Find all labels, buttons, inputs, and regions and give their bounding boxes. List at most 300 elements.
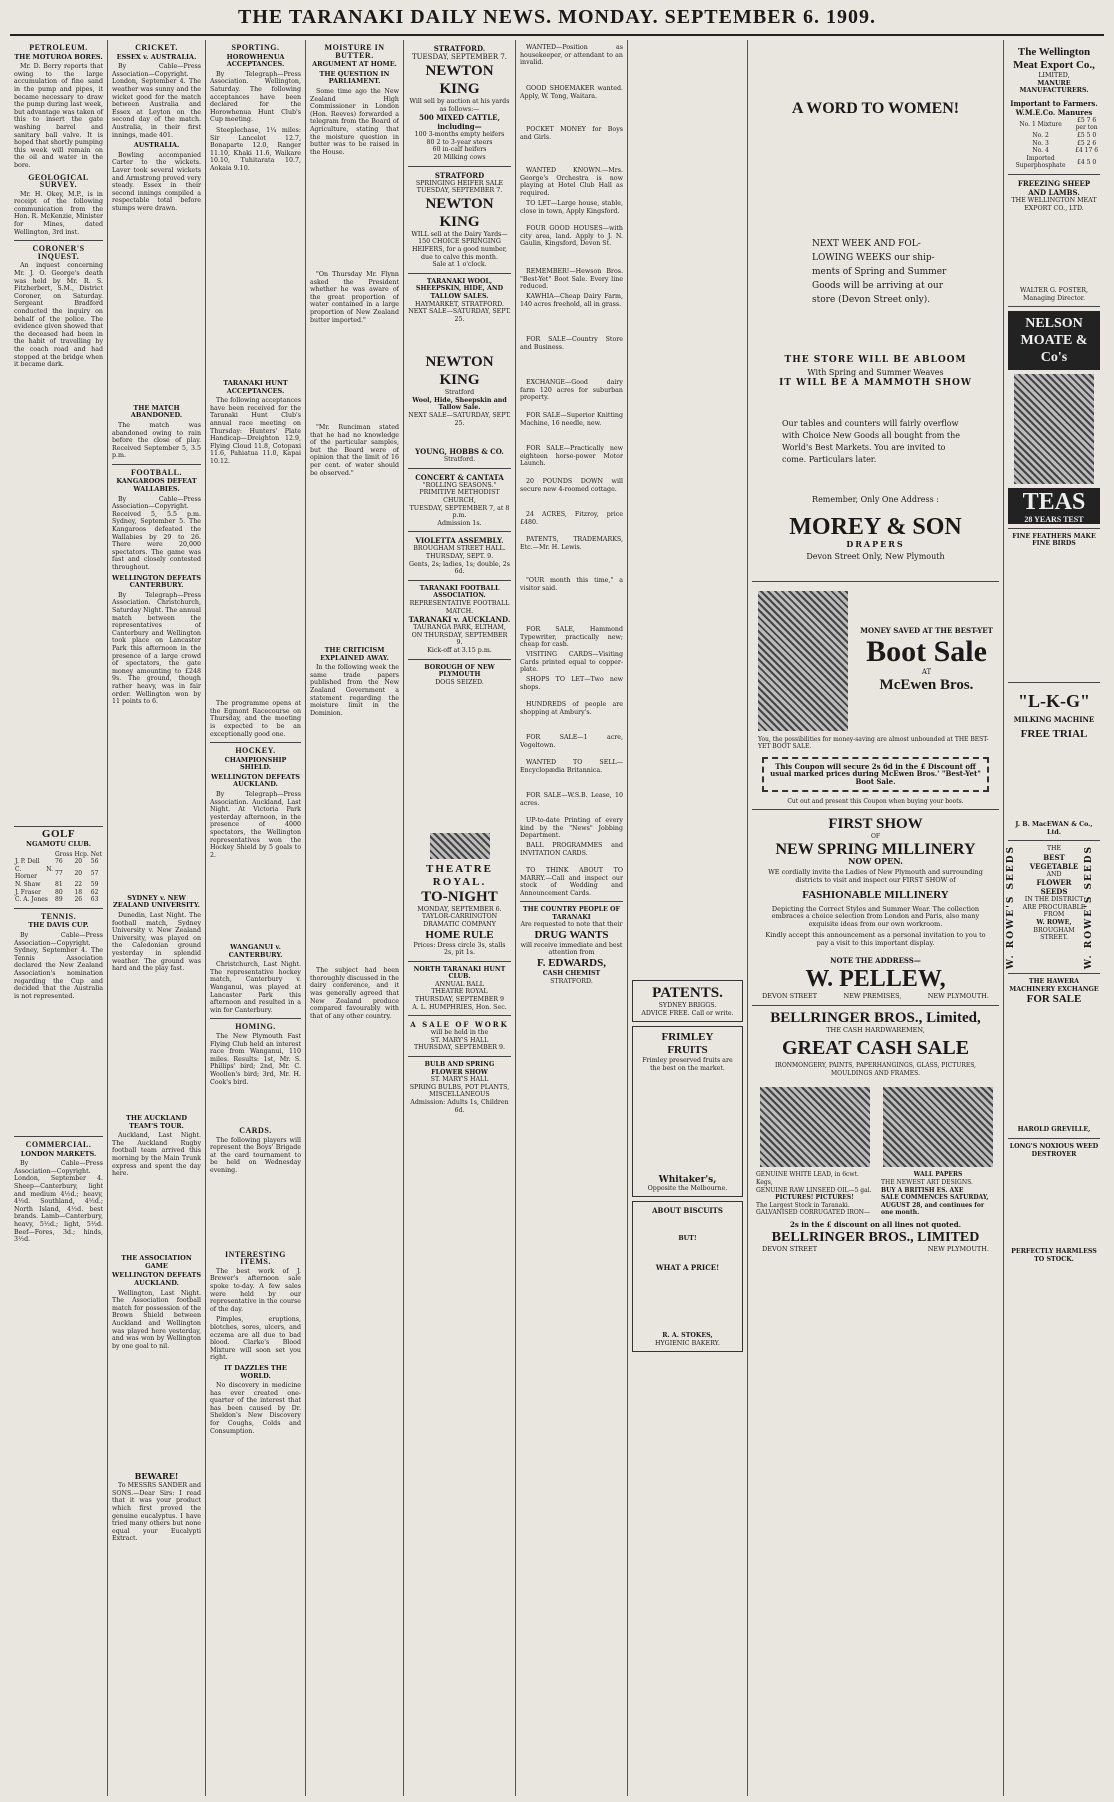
article-text: By Telegraph—Press Association. Auckland, Last Night. At Victoria Park yesterday afternoon, in the presence of 4000 spectators, the Wellington representatives won the Hockey Shield by 5 goals to 2. bbox=[210, 791, 301, 859]
article-text: The following players will represent the Boys' Brigade at the card tournament to be held on Wednesday evening. bbox=[210, 1136, 301, 1174]
ad-text: Depicting the Correct Styles and Summer Wear. The collection embraces a choice selection from London and Paris, also many exquisite ideas from our own workroom. bbox=[771, 904, 980, 928]
ad-text: The Largest Stock in Taranaki. bbox=[756, 1201, 850, 1209]
ad-text: A SALE OF WORK bbox=[410, 1020, 509, 1030]
ad-text: ABOUT BISCUITS bbox=[652, 1206, 723, 1216]
divider bbox=[408, 273, 511, 274]
ad-text: Whitaker's, bbox=[658, 1175, 717, 1186]
subheading: THE CRITICISM EXPLAINED AWAY. bbox=[320, 645, 389, 662]
table-cell: 26 bbox=[74, 896, 83, 904]
ad-text: Kindly accept this announcement as a personal invitation to you to pay a visit to this important display. bbox=[765, 931, 986, 947]
table-header-row bbox=[14, 851, 103, 859]
table-cell: Imported Superphosphate bbox=[1015, 154, 1066, 170]
classified-ad: FOR SALE—W.S.B. Lease, 10 acres. bbox=[520, 792, 623, 807]
classified-ad: GOOD SHOEMAKER wanted. Apply, W. Tong, Waitara. bbox=[520, 85, 623, 100]
article-text: Steeplechase, 1¼ miles: Sir Lancelot 12.7, Bonaparte 12.0, Ranger 11.10, Khaki 11.6, Waikare 10.10, Tuhitarata 10.7, Aokaia 9.10. bbox=[210, 126, 301, 172]
ad-text: BROUGHAM STREET. bbox=[1033, 926, 1075, 942]
ad-text: NEW PLYMOUTH. bbox=[927, 992, 989, 1001]
ad-text: W.M.E.Co. Manures bbox=[1015, 107, 1093, 117]
table-cell bbox=[14, 851, 54, 859]
divider bbox=[408, 961, 511, 962]
ad-text: HAYMARKET, STRATFORD. bbox=[414, 300, 504, 308]
table-cell: No. 4 bbox=[1032, 147, 1049, 155]
table-row bbox=[14, 866, 103, 881]
subheading: NGAMOTU CLUB. bbox=[26, 840, 91, 849]
ad-text: With Spring and Summer Weaves bbox=[807, 367, 944, 377]
table-cell: 57 bbox=[90, 869, 99, 877]
ad-text: HYGIENIC BAKERY. bbox=[655, 1339, 720, 1347]
heading-sporting: SPORTING. bbox=[231, 43, 280, 52]
ad-text: CONCERT & CANTATA bbox=[415, 472, 504, 482]
ad-text: GENUINE WHITE LEAD, in 6cwt. Kegs, bbox=[756, 1171, 859, 1187]
classified-ad: KAWHIA—Cheap Dairy Farm, 140 acres freehold, all in grass. bbox=[520, 293, 623, 308]
ad-text: GALVANISED CORRUGATED IRON— bbox=[756, 1209, 871, 1217]
subheading: KANGAROOS DEFEAT WALLABIES. bbox=[116, 477, 197, 494]
spacer bbox=[1008, 1158, 1100, 1248]
table-cell: 22 bbox=[74, 881, 83, 888]
divider bbox=[1008, 973, 1100, 974]
divider bbox=[520, 901, 623, 902]
ad-text: CASH CHEMIST bbox=[542, 969, 601, 977]
ad-text: 150 CHOICE SPRINGING HEIFERS, for a good number, due to calve this month. bbox=[411, 238, 508, 261]
classified-ad: "OUR month this time," a visitor said. bbox=[520, 577, 623, 592]
ad-text: THE WELLINGTON MEAT EXPORT CO., LTD. bbox=[1011, 196, 1097, 212]
divider bbox=[408, 166, 511, 167]
subheading: THE MATCH ABANDONED. bbox=[130, 403, 183, 420]
ad-text: Cut out and present this Coupon when buying your boots. bbox=[787, 797, 964, 805]
classified-ad: WANTED—Position as housekeeper, or attendant to an invalid. bbox=[520, 44, 623, 67]
divider bbox=[752, 809, 999, 810]
classified-ad: FOUR GOOD HOUSES—with city area, land. Apply to J. N. Gaulin, Kingsford, Devon St. bbox=[520, 225, 623, 248]
column-8 bbox=[748, 40, 1004, 1796]
ad-text: NOW OPEN. bbox=[848, 855, 903, 866]
heading-golf: GOLF bbox=[41, 828, 76, 841]
table-cell: 77 bbox=[55, 869, 63, 877]
tea-lady-illustration bbox=[1014, 374, 1094, 484]
ad-text: NEXT SALE—SATURDAY, SEPT. 25. bbox=[408, 412, 511, 427]
ad-text: FLOWER bbox=[1036, 878, 1072, 888]
article-text: The match was abandoned owing to rain before the close of play. Received September 5, 3.5 p.m. bbox=[112, 421, 201, 460]
ad-text: LIMITED, bbox=[1038, 72, 1070, 79]
ad-text: SYDNEY BRIGGS. bbox=[658, 1002, 717, 1009]
ad-text: ARE PROCURABLE FROM bbox=[1022, 903, 1086, 919]
table-cell: 89 bbox=[55, 896, 63, 904]
horse-rider-illustration bbox=[430, 833, 490, 859]
ad-text: 60 in-calf heifers bbox=[432, 146, 487, 154]
ad-text: THURSDAY, SEPT. 9. bbox=[425, 553, 494, 560]
divider bbox=[14, 240, 103, 241]
column-9 bbox=[1004, 40, 1104, 1796]
classified-ad: TO THINK ABOUT TO MARRY.—Call and inspect our stock of Wedding and Announcement Cards. bbox=[520, 867, 623, 897]
table-cell: 56 bbox=[90, 858, 99, 866]
table-cell: No. 1 Mixture bbox=[1019, 120, 1062, 128]
ad-text: THEATRE ROYAL bbox=[431, 988, 488, 996]
ad-text: BUY A BRITISH ES. AXE bbox=[881, 1186, 964, 1194]
spacer bbox=[1008, 548, 1100, 678]
auctioneer-name: NEWTON KING bbox=[425, 63, 494, 97]
article-text: The best work of J. Brewer's afternoon sale spoke to-day. A few sales were held by our representative in the course of the day. bbox=[210, 1267, 301, 1313]
divider bbox=[1008, 306, 1100, 307]
article-text: The following acceptances have been received for the Taranaki Hunt Club's annual race meeting on Thursday: Hunters' Plate Handicap—Dreighton 12.9, Flying Cloud 11.8, Cotopaxi 11.6, Pahiatua 11.0, Kapai 10.12. bbox=[210, 397, 301, 465]
subheading: CHAMPIONSHIP SHIELD. bbox=[224, 755, 287, 772]
ad-text: THURSDAY, SEPTEMBER 9. bbox=[413, 1044, 506, 1052]
divider bbox=[1008, 174, 1100, 175]
classified-ad: WANTED KNOWN.—Mrs. George's Orchestra is now playing at Hotel Club Hall as required. bbox=[520, 167, 623, 197]
ad-text: BEST bbox=[1043, 852, 1065, 862]
ad-text: W. ROWE, bbox=[1036, 919, 1072, 927]
heading-interesting-items: INTERESTING ITEMS. bbox=[224, 1249, 287, 1267]
classified-ad: PATENTS, TRADEMARKS, Etc.—Mr. H. Lewis. bbox=[520, 536, 623, 551]
divider bbox=[408, 1015, 511, 1016]
heading-commercial: COMMERCIAL. bbox=[25, 1139, 92, 1149]
biscuits-ad bbox=[632, 1201, 743, 1352]
subheading: THE MOTUROA BORES. bbox=[14, 52, 103, 61]
table-cell: £5 7 6 per ton bbox=[1075, 116, 1098, 132]
subheading: WELLINGTON DEFEATS CANTERBURY. bbox=[112, 573, 202, 590]
ad-text: 500 MIXED CATTLE, including— bbox=[419, 113, 500, 132]
ad-text: Stratford bbox=[444, 389, 475, 397]
heading-cricket: CRICKET. bbox=[135, 43, 178, 52]
article-text: By Telegraph—Press Association. Christchurch, Saturday Night. The annual match between the representatives of Canterbury and Wellington took place on Lancaster Park this afternoon in the presence of a large crowd of spectators, the gate money amounting to £248 9s. The ground, though rather heavy, was in fair order. Wellington won by 11 points to 6. bbox=[112, 591, 201, 706]
article-text: "On Thursday Mr. Flynn asked the President whether he was aware of the great proportion of water contained in a large proportion of New Zealand butter imported." bbox=[310, 270, 399, 324]
heading-cards: CARDS. bbox=[239, 1126, 272, 1135]
ad-text: TARANAKI FOOTBALL ASSOCIATION. bbox=[419, 584, 500, 600]
table-cell: 80 bbox=[55, 888, 63, 896]
divider bbox=[1008, 1138, 1100, 1139]
subheading: IT DAZZLES THE WORLD. bbox=[224, 1363, 287, 1380]
ad-text: TARANAKI WOOL, SHEEPSKIN, HIDE, AND TALLOW SALES. bbox=[415, 277, 504, 300]
ad-text: REPRESENTATIVE FOOTBALL MATCH. bbox=[409, 599, 510, 615]
divider bbox=[408, 1056, 511, 1057]
ad-text: Wool, Hide, Sheepskin and Tallow Sale. bbox=[412, 396, 507, 412]
subheading: WANGANUI v. CANTERBURY. bbox=[228, 943, 283, 959]
subheading: ARGUMENT AT HOME. bbox=[312, 60, 397, 69]
article-text: Mr. H. Okey, M.P., is in receipt of the following communication from the Hon. R. McKenzie, Minister for Mines, dated Wellington, 3rd inst. bbox=[14, 190, 103, 236]
subheading: SYDNEY v. NEW ZEALAND UNIVERSITY. bbox=[113, 893, 200, 910]
ad-text: Admission: Adults 1s, Children 6d. bbox=[410, 1099, 509, 1114]
ad-text: FOR SALE bbox=[1026, 993, 1082, 1006]
ad-text: TARANAKI v. AUCKLAND. bbox=[408, 615, 511, 625]
classified-ad: EXCHANGE—Good dairy farm 120 acres for suburban property. bbox=[520, 379, 623, 402]
article-text: By Cable—Press Association—Copyright. London, September 4. Sheep—Canterbury, light and medium 4½d.; heavy, 4½d. Southland, 4½d.; North Island, 4½d. best brands. Lamb—Canterbury, heavy, 5½d.; light, 5½d. Beef—Fores, 3d.; hinds, 3½d. bbox=[14, 1160, 103, 1244]
ad-text: YOUNG, HOBBS & CO. bbox=[415, 447, 504, 457]
boot-sale-title: Boot Sale bbox=[866, 635, 987, 669]
table-cell: No. 2 bbox=[1032, 131, 1049, 139]
classified-ad: UP-to-date Printing of every kind by the "News" Jobbing Department. bbox=[520, 817, 623, 839]
article-text: Pimples, eruptions, blotches, sores, ulcers, and eczema are all due to bad blood. Clarke's Blood Mixture will soon set you right. bbox=[210, 1316, 301, 1362]
ad-text: FREE TRIAL bbox=[1020, 727, 1088, 740]
ad-text: FRUITS bbox=[667, 1044, 708, 1057]
classified-ad: BALL PROGRAMMES and INVITATION CARDS. bbox=[520, 842, 623, 857]
ad-text: R. A. STOKES, bbox=[662, 1331, 713, 1339]
divider bbox=[408, 580, 511, 581]
ad-text: will be held in the bbox=[430, 1029, 489, 1037]
article-text: By Cable—Press Association—Copyright. Sydney, September 4. The Tennis Association declared the New Zealand Association's nomination regarding the Cup and decided that the Australia is not represented. bbox=[14, 931, 103, 1000]
article-text: No discovery in medicine has ever created one-quarter of the interest that has been caused by Dr. Sheldon's New Discovery for Coughs, Colds and Consumption. bbox=[210, 1382, 301, 1435]
ad-text: NORTH TARANAKI HUNT CLUB. bbox=[413, 965, 506, 981]
table-cell: No. 3 bbox=[1032, 139, 1049, 147]
ad-text: HAROLD GREVILLE, bbox=[1017, 1126, 1091, 1134]
ad-text: Stratford. bbox=[443, 456, 476, 464]
ad-text: McEwen Bros. bbox=[879, 676, 974, 693]
ad-text: GENUINE RAW LINSEED OIL—5 gal. bbox=[756, 1186, 872, 1194]
classified-ad: FOR SALE, Hammond Typewriter, practically new; cheap for cash. bbox=[520, 626, 623, 648]
table-cell: 81 bbox=[55, 881, 63, 888]
table-row bbox=[14, 889, 103, 897]
ad-text: FINE FEATHERS MAKE FINE BIRDS bbox=[1012, 532, 1096, 548]
ad-text: HOME RULE bbox=[425, 928, 494, 941]
ad-text: THEATRE ROYAL. bbox=[426, 862, 493, 888]
paints-oils-illustration bbox=[760, 1087, 870, 1167]
ad-text: J. B. MacEWAN & Co., Ltd. bbox=[1015, 820, 1093, 836]
subheading: WELLINGTON DEFEATS AUCKLAND. bbox=[112, 1271, 202, 1287]
table-cell: 63 bbox=[90, 896, 99, 904]
classified-ad: POCKET MONEY for Boys and Girls. bbox=[520, 126, 623, 141]
ad-text: DOGS SEIZED. bbox=[435, 678, 484, 686]
heading-tennis: TENNIS. bbox=[40, 911, 77, 921]
ad-text: ST. MARY'S HALL bbox=[430, 1036, 489, 1044]
classified-ad: REMEMBER!—Hewson Bros. "Best-Yet" Boot Sale. Every line reduced. bbox=[520, 268, 623, 290]
ad-text: TUESDAY, SEPTEMBER 7. bbox=[411, 53, 508, 61]
classified-ad: FOR SALE—Superior Knitting Machine, 16 needle, new. bbox=[520, 412, 623, 427]
article-text: An inquest concerning Mr. J. O. George's death was held by Mr. R. S. Fitzherbert, S.M., District Coroner, on Saturday. Sergeant Bradford conducted the inquiry on behalf of the police. The evidence given showed that the deceased had been in the habit of travelling by the coach road and had stopped at the bridge when it became dark. bbox=[14, 262, 103, 369]
manure-price-table bbox=[1008, 117, 1100, 170]
masthead: THE TARANAKI DAILY NEWS. MONDAY. SEPTEMBER 6. 1909. bbox=[10, 6, 1104, 36]
ad-text: NEW SPRING MILLINERY bbox=[775, 840, 976, 858]
ad-text: THE CASH HARDWAREMEN, bbox=[826, 1025, 925, 1034]
ad-text: TAURANGA PARK, ELTHAM, ON THURSDAY, SEPTEMBER 9. bbox=[411, 624, 508, 647]
table-row bbox=[1008, 155, 1100, 170]
subheading: THE DAVIS CUP. bbox=[28, 921, 89, 930]
ad-text: DRAPERS bbox=[846, 539, 905, 550]
classified-ad: 24 ACRES, Fitzroy, price £480. bbox=[520, 511, 623, 526]
subheading: BEWARE! bbox=[134, 1470, 179, 1481]
frimley-ad bbox=[632, 1026, 743, 1197]
column-3 bbox=[206, 40, 306, 1796]
bellringer-right bbox=[877, 1083, 999, 1217]
ad-text: LONG'S NOXIOUS WEED DESTROYER bbox=[1009, 1143, 1099, 1158]
ad-text: TO-NIGHT bbox=[421, 888, 498, 905]
golf-scores-table bbox=[14, 851, 103, 904]
morey-intro bbox=[752, 237, 999, 307]
table-cell: J. Fraser bbox=[15, 888, 41, 896]
table-cell: 18 bbox=[74, 888, 83, 896]
table-row bbox=[1008, 117, 1100, 132]
patents-ad bbox=[632, 980, 743, 1022]
ad-text: BULB AND SPRING FLOWER SHOW bbox=[424, 1061, 495, 1076]
ad-text: THE NEWEST ART DESIGNS. bbox=[881, 1179, 973, 1187]
ad-text: BELLRINGER BROS., LIMITED bbox=[771, 1229, 980, 1245]
article-text: In the following week the same trade papers published from the New Zealand Government a statement regarding the moisture limit in the Dominion. bbox=[310, 664, 399, 717]
great-cash-sale: GREAT CASH SALE bbox=[781, 1037, 970, 1060]
ad-text: FASHIONABLE MILLINERY bbox=[802, 888, 949, 901]
ad-text: Sale at 1 o'clock. bbox=[432, 261, 487, 269]
classified-ad: FOR SALE—Practically new eighteen horse-power Motor Launch. bbox=[520, 445, 623, 468]
pellew-name: W. PELLEW, bbox=[805, 966, 946, 993]
ad-text: TUESDAY, SEPTEMBER 7. bbox=[416, 187, 503, 195]
classified-ad: FOR SALE—1 acre, Vogeltown. bbox=[520, 734, 623, 749]
nelson-moate-banner: NELSON MOATE & Co's bbox=[1008, 311, 1100, 370]
ad-text: Admission 1s. bbox=[437, 519, 482, 527]
article-text: The programme opens at the Egmont Racecourse on Thursday, and the meeting is expected to be an exceptionally good one. bbox=[210, 700, 301, 738]
ad-text: ST. MARY'S HALL bbox=[430, 1076, 489, 1084]
boot-sale-ad bbox=[752, 586, 999, 736]
ad-text: BUT! bbox=[678, 1235, 697, 1243]
ad-text: ments of Spring and Summer bbox=[812, 267, 947, 277]
ad-text: W. ROWE'S SEEDS bbox=[1084, 845, 1094, 970]
ad-text: OF bbox=[870, 833, 881, 841]
subheading: WELLINGTON DEFEATS AUCKLAND. bbox=[210, 772, 300, 789]
column-6 bbox=[516, 40, 628, 1796]
table-cell: £5 5 0 bbox=[1077, 131, 1097, 139]
ad-text: A. L. HUMPHRIES, Hon. Sec. bbox=[412, 1003, 507, 1011]
heading-football: FOOTBALL. bbox=[131, 467, 182, 477]
table-cell: Net bbox=[90, 850, 102, 858]
subheading: LONDON MARKETS. bbox=[20, 1149, 97, 1158]
table-row bbox=[14, 858, 103, 866]
ad-text: will receive immediate and best attention from bbox=[520, 941, 623, 957]
table-cell: 20 bbox=[74, 869, 83, 877]
heading-hockey: HOCKEY. bbox=[235, 746, 276, 756]
ad-text: WILL sell at the Dairy Yards— bbox=[411, 230, 508, 238]
ad-text: ADVICE FREE. Call or write. bbox=[641, 1009, 734, 1017]
lady-illustration bbox=[758, 591, 848, 731]
ad-text: TAYLOR-CARRINGTON DRAMATIC COMPANY bbox=[421, 913, 498, 928]
table-cell: N. Shaw bbox=[15, 881, 41, 888]
ad-text: FRIMLEY bbox=[661, 1031, 714, 1044]
teas-label: TEAS bbox=[1008, 488, 1100, 516]
ad-text: VIOLETTA ASSEMBLY. bbox=[415, 536, 504, 546]
morey-firm-name: MOREY & SON bbox=[789, 514, 962, 541]
article-text: Christchurch, Last Night. The representative hockey match, Canterbury v. Wanganui, was played at Lancaster Park this afternoon and resulted in a win for Canterbury. bbox=[210, 961, 301, 1014]
auctioneer-name: NEWTON KING bbox=[425, 195, 494, 230]
column-5 bbox=[404, 40, 516, 1796]
heading-homing: HOMING. bbox=[235, 1022, 276, 1032]
ad-text: IRONMONGERY, PAINTS, PAPERHANGINGS, GLASS, PICTURES, MOULDINGS AND FRAMES. bbox=[774, 1062, 977, 1077]
wall-papers-illustration bbox=[883, 1087, 993, 1167]
ad-text: MONEY SAVED AT THE BEST-YET bbox=[860, 626, 993, 636]
ad-text: IN THE DISTRICT bbox=[1024, 896, 1084, 904]
ad-text: THE HAWERA MACHINERY EXCHANGE bbox=[1009, 978, 1099, 993]
ad-text: Prices: Dress circle 3s, stalls 2s, pit 1s. bbox=[413, 941, 506, 957]
divider bbox=[408, 468, 511, 469]
divider bbox=[408, 659, 511, 660]
table-cell: £5 2 6 bbox=[1077, 139, 1097, 147]
column-7 bbox=[628, 40, 748, 1796]
ad-text: You, the possibilities for money-saving are almost unbounded at THE BEST-YET BOOT SALE. bbox=[758, 735, 989, 751]
table-cell: 20 bbox=[74, 858, 83, 866]
ad-text: THE STORE WILL BE ABLOOM bbox=[784, 355, 967, 365]
table-cell: C. N. Horner bbox=[15, 865, 53, 881]
bellringer-left bbox=[752, 1083, 877, 1217]
article-text: Auckland, Last Night. The Auckland Rugby football team arrived this morning by the Main Trunk express and spent the day here. bbox=[112, 1132, 201, 1178]
ad-text: STRATFORD. bbox=[433, 44, 486, 53]
classified-ad: VISITING CARDS—Visiting Cards printed equal to copper-plate. bbox=[520, 651, 623, 673]
article-text: "Mr. Runciman stated that he had no knowledge of the particular samples, but the Board were of opinion that the limit of 16 per cent. of water should be observed." bbox=[310, 423, 399, 477]
ad-text: Are requested to note that their bbox=[520, 921, 623, 929]
ad-text: THE bbox=[1046, 845, 1062, 853]
table-cell: Hcp. bbox=[74, 850, 89, 858]
subheading: THE AUCKLAND TEAM'S TOUR. bbox=[126, 1113, 187, 1130]
article-text: The New Plymouth Fast Flying Club held an interest race from Wanganui, 110 miles. Results: 1st, Mr. S. Phillips' bird; 2nd, Mr. C. Woollen's bird; 3rd, Mr. H. Cook's bird. bbox=[210, 1033, 301, 1086]
article-text: By Cable—Press Association—Copyright. Received 5, 5.5 p.m. Sydney, September 5. The Kangaroos defeated the Wallabies by 29 to 26. There were 20,000 spectators. The game was fast and closely contested throughout. bbox=[112, 495, 201, 571]
table-row bbox=[14, 881, 103, 889]
article-text: To MESSRS SANDER and SONS.—Dear Sirs: I read that it was your product which first proved the genuine eucalyptus. I have tried many others but none equal your Eucalypti Extract. bbox=[112, 1482, 201, 1543]
article-text: Wellington, Last Night. The Association football match for possession of the Brown Shield between Auckland and Wellington was played here yesterday, and was won by Wellington by one goal to nil. bbox=[112, 1289, 201, 1350]
divider bbox=[210, 742, 301, 743]
ad-text: PATENTS. bbox=[652, 985, 723, 1001]
table-row bbox=[1008, 147, 1100, 155]
ad-text: FIRST SHOW bbox=[828, 816, 923, 833]
ad-text: 28 YEARS TEST bbox=[1008, 516, 1100, 524]
ad-text: THURSDAY, SEPTEMBER 9 bbox=[414, 996, 505, 1004]
column-1 bbox=[10, 40, 108, 1796]
ad-text: DEVON STREET bbox=[762, 992, 818, 1001]
ad-text: NEW PLYMOUTH. bbox=[927, 1244, 989, 1253]
ad-text: THE COUNTRY PEOPLE OF TARANAKI bbox=[523, 906, 620, 921]
divider bbox=[14, 1136, 103, 1137]
ad-text: 100 3-months empty heifers bbox=[414, 131, 505, 139]
ad-text: IT WILL BE A MAMMOTH SHOW bbox=[779, 378, 972, 389]
ad-text: AND bbox=[1046, 870, 1062, 878]
ad-text: F. EDWARDS, bbox=[537, 956, 606, 969]
ad-text: BOROUGH OF NEW PLYMOUTH bbox=[424, 663, 495, 679]
divider bbox=[1008, 840, 1100, 841]
ad-text: PERFECTLY HARMLESS TO STOCK. bbox=[1011, 1248, 1097, 1263]
article-text: Bowling accompanied Carter to the wickets. Laver took several wickets and Armstrong proved very steady. Essex in their second innings compiled a respectable total before stumps were drawn. bbox=[112, 151, 201, 212]
spacer bbox=[1008, 1006, 1100, 1126]
bellringer-title: BELLRINGER BROS., Limited, bbox=[770, 1009, 981, 1026]
ad-text: PICTURES! PICTURES! bbox=[775, 1194, 854, 1202]
heading-moisture: MOISTURE IN BUTTER. bbox=[324, 43, 385, 60]
ad-text: STRATFORD. bbox=[550, 977, 593, 985]
ad-text: Gents, 2s; ladies, 1s; double, 2s 6d. bbox=[409, 560, 510, 576]
morey-ad-title: A WORD TO WOMEN! bbox=[791, 100, 960, 117]
subheading: AUSTRALIA. bbox=[133, 141, 180, 150]
ad-text: VEGETABLE bbox=[1029, 861, 1079, 871]
ad-text: BROUGHAM STREET HALL. bbox=[413, 545, 506, 553]
subheading: HOROWHENUA ACCEPTANCES. bbox=[226, 52, 285, 69]
ad-text: Devon Street Only, New Plymouth bbox=[806, 551, 945, 561]
ad-text: Important to Farmers. bbox=[1010, 98, 1098, 108]
ad-text: 80 2 to 3-year steers bbox=[426, 138, 493, 146]
ad-text: NEXT WEEK AND FOL- bbox=[812, 239, 921, 249]
ad-text: Remember, Only One Address : bbox=[812, 494, 939, 504]
classified-ad: 20 POUNDS DOWN will secure new 4-roomed cottage. bbox=[520, 478, 623, 493]
heading-geological: GEOLOGICAL SURVEY. bbox=[28, 172, 89, 190]
table-cell: 59 bbox=[90, 881, 99, 888]
heading-petroleum: PETROLEUM. bbox=[29, 43, 88, 52]
divider bbox=[210, 1018, 301, 1019]
ad-text: SPRING BULBS, POT PLANTS, MISCELLANEOUS bbox=[409, 1083, 510, 1099]
lkg-title: "L-K-G" bbox=[1018, 690, 1090, 711]
ad-text: 20 Milking cows bbox=[433, 153, 486, 161]
table-cell: 62 bbox=[90, 888, 99, 896]
ad-text: SPRINGING HEIFER SALE bbox=[415, 179, 504, 187]
article-text: The subject had been thoroughly discussed in the dairy conference, and it was generally agreed that New Zealand produce compared favourably with that of any other country. bbox=[310, 967, 399, 1020]
ad-text: Frimley preserved fruits are the best on the market. bbox=[642, 1057, 733, 1072]
ad-text: Will sell by auction at his yards as follows:— bbox=[409, 98, 510, 113]
ad-text: SALE COMMENCES SATURDAY, AUGUST 28, and continues for one month. bbox=[881, 1194, 989, 1217]
table-row bbox=[1008, 140, 1100, 148]
article-text: By Cable—Press Association—Copyright. London, September 4. The weather was sunny and the wicket good for the match between Australia and Essex at Leyton on the second day of the match. Australia, in their first innings, made 401. bbox=[112, 63, 201, 139]
classified-ad: SHOPS TO LET—Two new shops. bbox=[520, 676, 623, 691]
table-cell: £4 17 6 bbox=[1075, 147, 1099, 155]
subheading: THE ASSOCIATION GAME bbox=[121, 1254, 192, 1270]
subheading: TARANAKI HUNT ACCEPTANCES. bbox=[223, 378, 288, 395]
ad-text: WE cordially invite the Ladies of New Plymouth and surrounding districts to visit and inspect our FIRST SHOW of bbox=[768, 868, 983, 884]
classified-ad: HUNDREDS of people are shopping at Ambury's. bbox=[520, 701, 623, 716]
article-text: Some time ago the New Zealand High Commissioner in London (Hon. Reeves) forwarded a telegram from the Board of Agriculture, stating that the moisture question in butter was to be raised in the House. bbox=[310, 87, 399, 156]
